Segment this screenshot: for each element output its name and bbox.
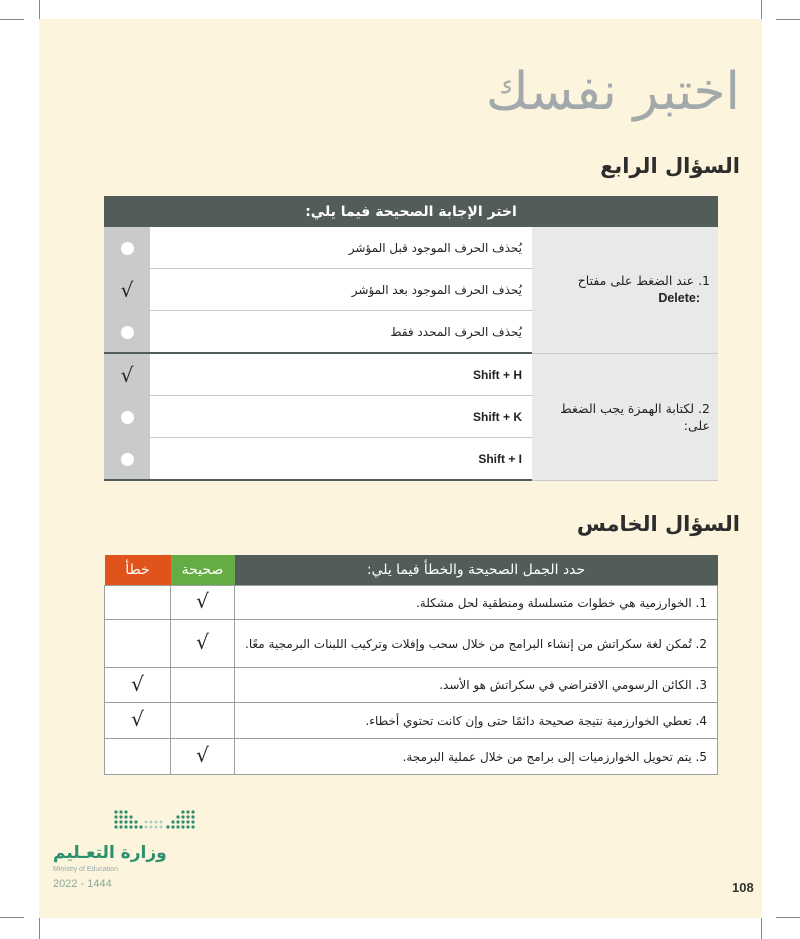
empty-circle-icon bbox=[121, 326, 134, 339]
answer-option[interactable]: يُحذف الحرف الموجود قبل المؤشر bbox=[150, 227, 532, 269]
answer-option[interactable] bbox=[150, 438, 532, 481]
checkmark-icon: √ bbox=[196, 589, 209, 613]
table-row bbox=[105, 739, 718, 775]
page-number: 108 bbox=[732, 880, 754, 895]
ministry-name-english: Ministry of Education bbox=[53, 866, 118, 873]
false-cell[interactable] bbox=[105, 620, 171, 668]
ministry-year: 2022 - 1444 bbox=[53, 878, 112, 890]
checkmark-icon: √ bbox=[196, 630, 209, 654]
answer-option-text: Shift + I bbox=[478, 451, 522, 466]
question-cell bbox=[532, 227, 718, 353]
answer-option-text: Shift + H bbox=[472, 367, 522, 382]
false-cell[interactable] bbox=[105, 703, 171, 739]
crop-mark bbox=[776, 917, 800, 918]
statement-text: 1. الخوارزمية هي خطوات متسلسلة ومنطقية لحل مشكلة. bbox=[235, 586, 718, 620]
question-cell: 2. لكتابة الهمزة يجب الضغط على: bbox=[532, 353, 718, 480]
question5-header-main: حدد الجمل الصحيحة والخطأ فيما يلي: bbox=[235, 555, 718, 586]
checkmark-icon: √ bbox=[120, 362, 134, 387]
table-row bbox=[105, 703, 718, 739]
answer-radio[interactable] bbox=[104, 311, 150, 354]
table-row bbox=[104, 227, 718, 269]
checkmark-icon: √ bbox=[120, 277, 134, 302]
statement-text: 4. تعطي الخوارزمية نتيجة صحيحة دائمًا حتى وإن كانت تحتوي أخطاء. bbox=[235, 703, 718, 739]
crop-mark bbox=[39, 0, 40, 19]
statement-text: 3. الكائن الرسومي الافتراضي في سكراتش هو الأسد. bbox=[235, 668, 718, 703]
false-cell[interactable] bbox=[105, 668, 171, 703]
page-title: اختبر نفسك bbox=[485, 62, 740, 122]
table-row bbox=[105, 668, 718, 703]
answer-option[interactable] bbox=[150, 396, 532, 438]
answer-radio[interactable] bbox=[104, 396, 150, 438]
question-text: 1. عند الضغط على مفتاح bbox=[577, 273, 710, 289]
table-row bbox=[105, 586, 718, 620]
true-cell[interactable] bbox=[171, 620, 235, 668]
checkmark-icon: √ bbox=[196, 743, 209, 767]
question4-table-header: اختر الإجابة الصحيحة فيما يلي: bbox=[104, 196, 718, 227]
checkmark-icon: √ bbox=[131, 707, 144, 731]
table-row bbox=[105, 620, 718, 668]
true-cell[interactable] bbox=[171, 739, 235, 775]
question4-table bbox=[104, 196, 718, 481]
empty-circle-icon bbox=[121, 411, 134, 424]
statement-text: 5. يتم تحويل الخوارزميات إلى برامج من خلال عملية البرمجة. bbox=[235, 739, 718, 775]
checkmark-icon: √ bbox=[131, 671, 144, 696]
answer-option[interactable]: يُحذف الحرف الموجود بعد المؤشر bbox=[150, 269, 532, 311]
ministry-logo-icon bbox=[88, 808, 203, 832]
answer-option[interactable]: يُحذف الحرف المحدد فقط bbox=[150, 311, 532, 354]
answer-radio[interactable] bbox=[104, 438, 150, 481]
question-key: Delete: bbox=[658, 291, 700, 306]
false-cell[interactable] bbox=[105, 739, 171, 775]
question5-heading: السؤال الخامس bbox=[576, 512, 740, 536]
true-cell[interactable] bbox=[171, 703, 235, 739]
crop-mark bbox=[39, 918, 40, 939]
answer-option[interactable] bbox=[150, 353, 532, 396]
crop-mark bbox=[761, 918, 762, 939]
ministry-name-arabic: وزارة التعـليم bbox=[53, 843, 167, 863]
true-cell[interactable] bbox=[171, 668, 235, 703]
question5-table bbox=[104, 555, 718, 775]
crop-mark bbox=[0, 19, 24, 20]
empty-circle-icon bbox=[121, 453, 134, 466]
answer-radio[interactable] bbox=[104, 227, 150, 269]
crop-mark bbox=[776, 19, 800, 20]
answer-radio[interactable] bbox=[104, 269, 150, 311]
question4-heading: السؤال الرابع bbox=[600, 154, 740, 178]
empty-circle-icon bbox=[121, 242, 134, 255]
true-cell[interactable] bbox=[171, 586, 235, 620]
answer-option-text: Shift + K bbox=[472, 409, 522, 424]
crop-mark bbox=[761, 0, 762, 19]
question5-header-false: خطأ bbox=[105, 555, 171, 586]
crop-mark bbox=[0, 917, 24, 918]
false-cell[interactable] bbox=[105, 586, 171, 620]
answer-radio[interactable] bbox=[104, 353, 150, 396]
statement-text: 2. تُمكن لغة سكراتش من إنشاء البرامج من خلال سحب وإفلات وتركيب اللبنات البرمجية معًا. bbox=[235, 620, 718, 668]
question5-header-true: صحيحة bbox=[171, 555, 235, 586]
table-row bbox=[104, 353, 718, 396]
